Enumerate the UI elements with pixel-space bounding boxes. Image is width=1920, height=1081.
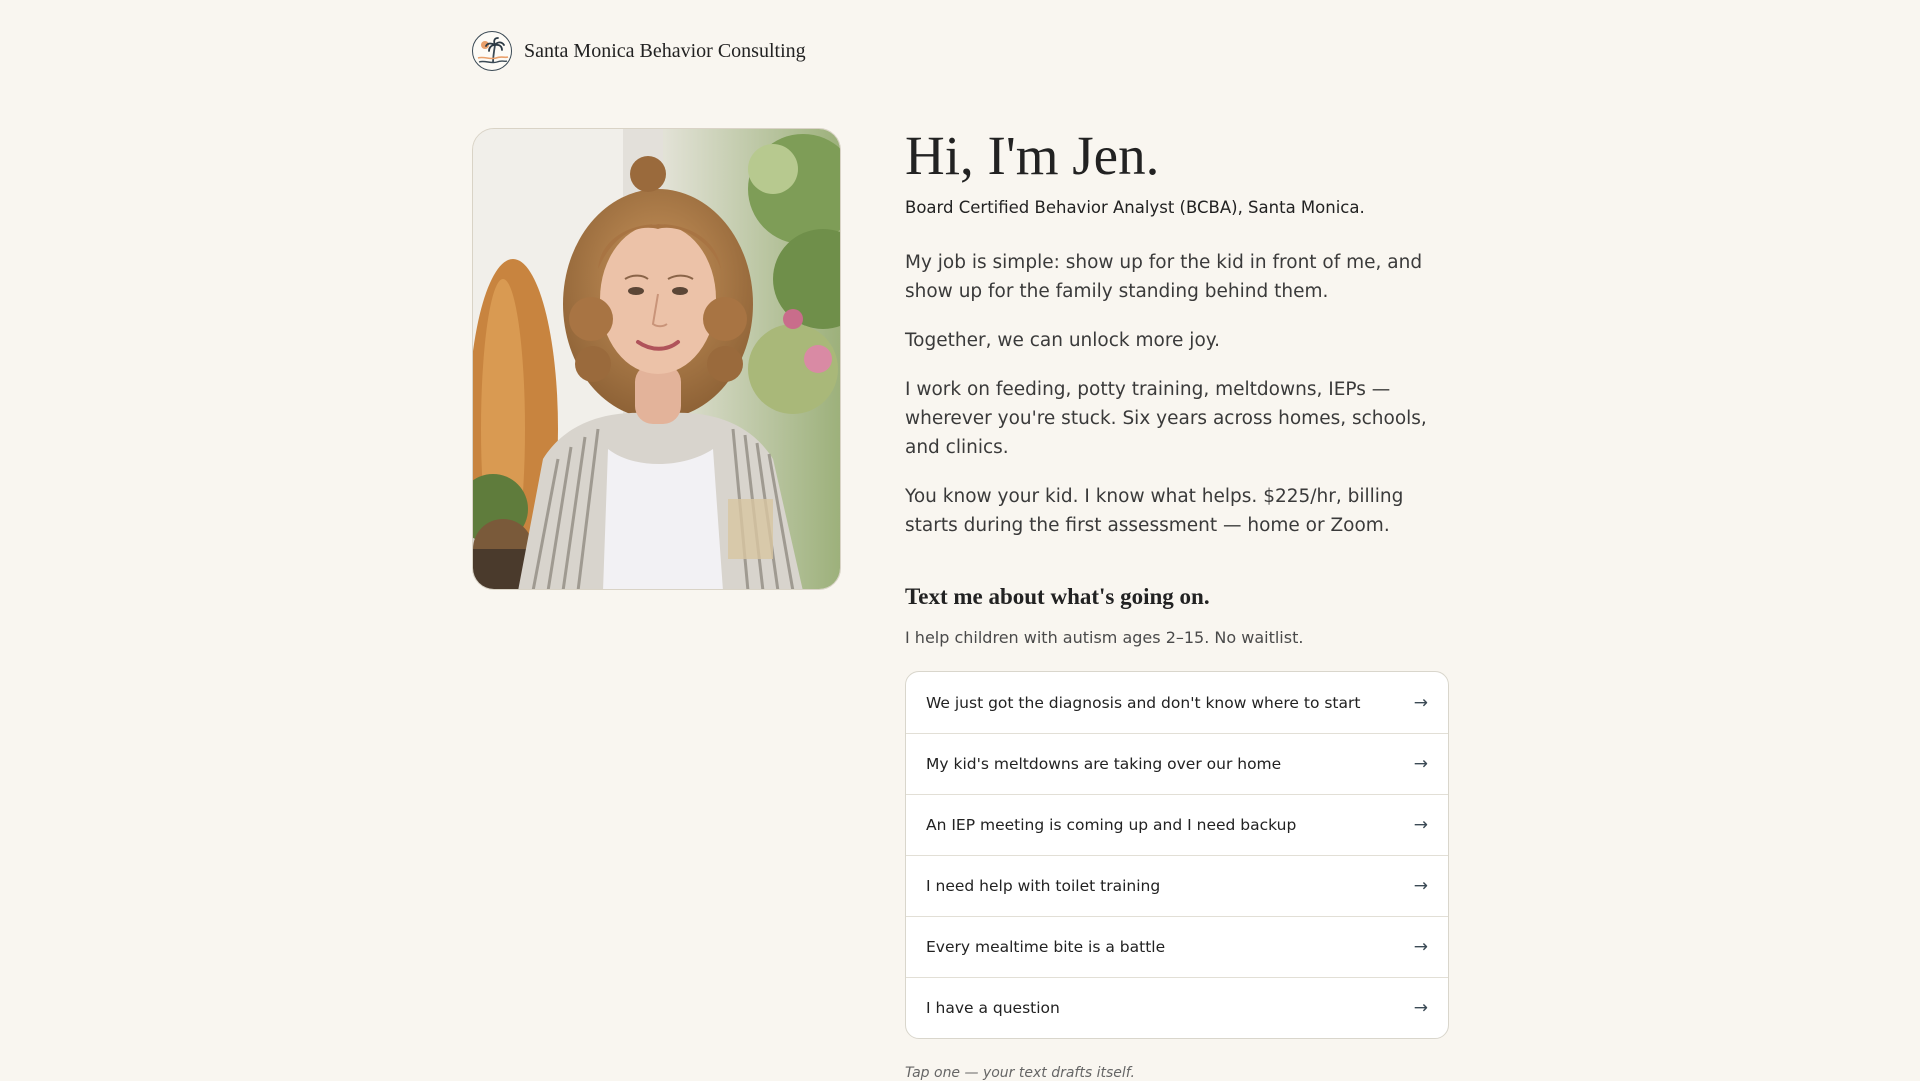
page-title: Hi, I'm Jen. [905,125,1160,186]
pricing-paragraph: You know your kid. I know what helps. $225/hr, billing starts during the first assessment — home or Zoom. [905,486,1404,536]
arrow-right-icon: → [1413,998,1428,1018]
option-diagnosis[interactable] [906,672,1448,733]
option-label: I have a question [926,999,1060,1017]
main-content [905,126,1449,1081]
arrow-right-icon: → [1413,754,1428,774]
contact-subtitle: I help children with autism ages 2–15. No waitlist. [905,628,1304,647]
portrait-photo [472,128,841,590]
contact-title: Text me about what's going on. [905,584,1210,609]
arrow-right-icon: → [1413,876,1428,896]
option-toilet-training[interactable] [906,855,1448,916]
services-paragraph: I work on feeding, potty training, meltdowns, IEPs — wherever you're stuck. Six years across homes, schools, and clinics. [905,379,1427,458]
palm-sun-icon[interactable] [472,31,512,71]
arrow-right-icon: → [1413,937,1428,957]
option-label: Every mealtime bite is a battle [926,938,1166,956]
option-mealtime[interactable] [906,916,1448,977]
intro-paragraph: My job is simple: show up for the kid in front of me, and show up for the family standing behind them. [905,252,1423,302]
site-header [472,31,806,71]
option-meltdowns[interactable] [906,733,1448,794]
option-question[interactable] [906,977,1448,1038]
role-subtitle: Board Certified Behavior Analyst (BCBA), Santa Monica. [905,198,1365,217]
option-label: We just got the diagnosis and don't know where to start [926,693,1361,712]
helper-hint: Tap one — your text drafts itself. [905,1065,1135,1081]
option-label: An IEP meeting is coming up and I need backup [926,816,1297,834]
brand-name[interactable]: Santa Monica Behavior Consulting [524,39,806,62]
arrow-right-icon: → [1413,692,1428,713]
arrow-right-icon: → [1413,815,1428,835]
option-label: My kid's meltdowns are taking over our home [926,755,1282,773]
joy-paragraph: Together, we can unlock more joy. [905,330,1220,351]
contact-options [905,671,1449,1039]
option-label: I need help with toilet training [926,877,1161,895]
option-iep[interactable] [906,794,1448,855]
